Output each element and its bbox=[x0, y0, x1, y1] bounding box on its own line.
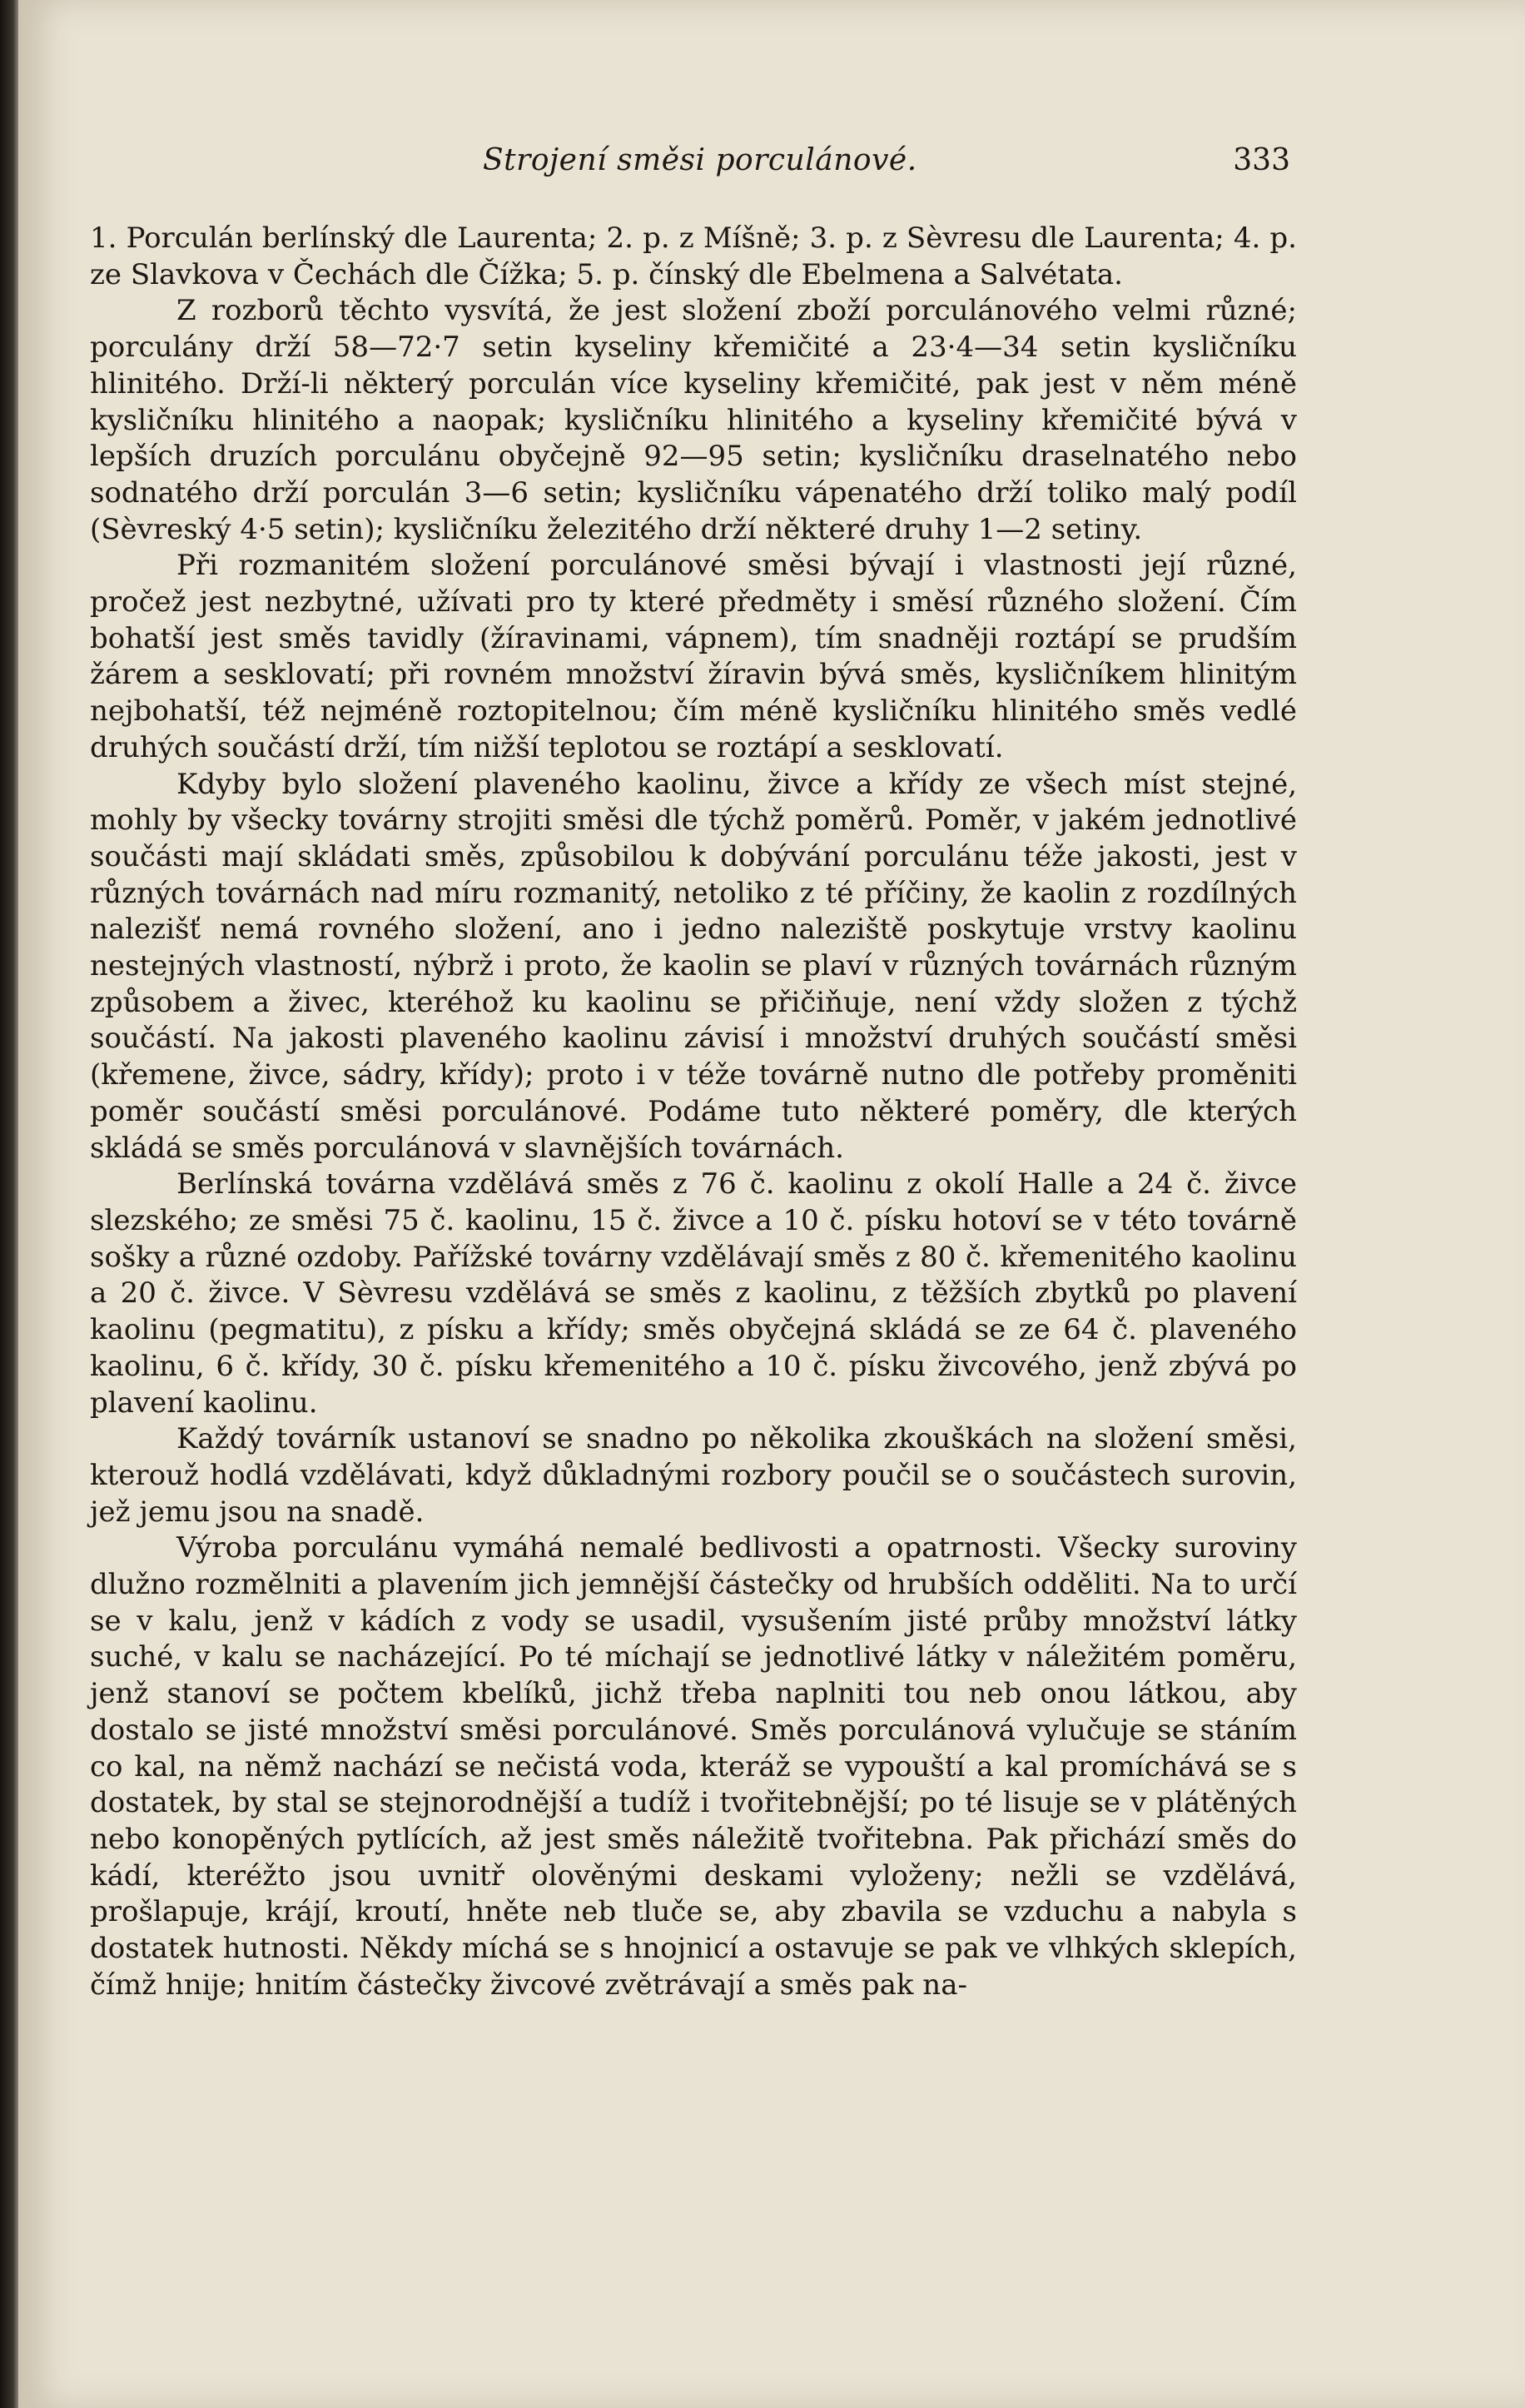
paragraph-manufacturer: Každý továrník ustanoví se snadno po několika zkouškách na složení směsi, kterouž hodlá vzdělávati, když důkladnými rozbory poučil se o součástech surovin, jež jemu jsou na snadě. bbox=[90, 1422, 1297, 1529]
paragraph-kaolin: Kdyby bylo složení plaveného kaolinu, živce a křídy ze všech míst stejné, mohly by všecky továrny strojiti směsi dle týchž poměrů. Poměr, v jakém jednotlivé součásti mají skládati směs, způsobilou k dobývání porculánu téže jakosti, jest v různých továrnách nad míru rozmanitý, netoliko z té příčiny, že kaolin z rozdílných nalezišť nemá rovného složení, ano i jedno naleziště poskytuje vrstvy kaolinu nestejných vlastností, nýbrž i proto, že kaolin se plaví v různých továrnách různým způsobem a živec, kteréhož ku kaolinu se přičiňuje, není vždy složen z týchž součástí. Na jakosti plaveného kaolinu závisí i množství druhých součástí směsi (křemene, živce, sádry, křídy); proto i v téže továrně nutno dle potřeby proměniti poměr součástí směsi porculánové. Podáme tuto některé poměry, dle kterých skládá se směs porculánová v slavnějších továrnách. bbox=[90, 767, 1297, 1165]
running-title: Strojení směsi porculánové. bbox=[483, 143, 917, 177]
page-header bbox=[83, 140, 1290, 190]
paragraph-production: Výroba porculánu vymáhá nemalé bedlivosti a opatrnosti. Všecky suroviny dlužno rozmělniti a plavením jich jemnější částečky od hrubších odděliti. Na to určí se v kalu, jenž v kádích z vody se usadil, vysušením jisté průby množství látky suché, v kalu se nacházející. Po té míchají se jednotlivé látky v náležitém poměru, jenž stanoví se počtem kbelíků, jichž třeba naplniti tou neb onou látkou, aby dostalo se jisté množství směsi porculánové. Směs porculánová vylučuje se stáním co kal, na němž nachází se nečistá voda, kteráž se vypouští a kal promíchává se s dostatek, by stal se stejnorodnější a tudíž i tvořitebnější; po té lisuje se v plátěných nebo konopěných pytlících, až jest směs náležitě tvořitebna. Pak přichází směs do kádí, kteréžto jsou uvnitř olověnými deskami vyloženy; nežli se vzdělává, prošlapuje, krájí, kroutí, hněte neb tluče se, aby zbavila se vzduchu a nabyla s dostatek hutnosti. Někdy míchá se s hnojnicí a ostavuje se pak ve vlhkých sklepích, čímž hnije; hnitím částečky živcové zvětrávají a směs pak na- bbox=[90, 1531, 1297, 2002]
paragraph-sample-list: 1. Porculán berlínský dle Laurenta; 2. p. z Míšně; 3. p. z Sèvresu dle Laurenta; 4. p. ze Slavkova v Čechách dle Čížka; 5. p. čínský dle Ebelmena a Salvétata. bbox=[90, 221, 1297, 291]
paragraph-factories: Berlínská továrna vzdělává směs z 76 č. kaolinu z okolí Halle a 24 č. živce slezského; ze směsi 75 č. kaolinu, 15 č. živce a 10 č. písku hotoví se v této továrně sošky a různé ozdoby. Pařížské továrny vzdělávají směs z 80 č. křemenitého kaolinu a 20 č. živce. V Sèvresu vzdělává se směs z kaolinu, z těžších zbytků po plavení kaolinu (pegmatitu), z písku a křídy; směs obyčejná skládá se ze 64 č. plaveného kaolinu, 6 č. křídy, 30 č. písku křemenitého a 10 č. písku živcového, jenž zbývá po plavení kaolinu. bbox=[90, 1167, 1297, 1420]
book-spine-edge bbox=[0, 0, 18, 2408]
page-number: 333 bbox=[1233, 143, 1290, 177]
paragraph-composition: Z rozborů těchto vysvítá, že jest složení zboží porculánového velmi různé; porculány drží 58—72·7 setin kyseliny křemičité a 23·4—34 setin kysličníku hlinitého. Drží-li některý porculán více kyseliny křemičité, pak jest v něm méně kysličníku hlinitého a naopak; kysličníku hlinitého a kyseliny křemičité bývá v lepších druzích porculánu obyčejně 92—95 setin; kysličníku draselnatého nebo sodnatého drží porculán 3—6 setin; kysličníku vápenatého drží toliko malý podíl (Sèvreský 4·5 setin); kysličníku železitého drží některé druhy 1—2 setiny. bbox=[90, 294, 1297, 546]
body-text bbox=[90, 221, 1297, 2003]
paragraph-properties: Při rozmanitém složení porculánové směsi bývají i vlastnosti její různé, pročež jest nezbytné, užívati pro ty které předměty i směsí různého složení. Čím bohatší jest směs tavidly (žíravinami, vápnem), tím snadněji roztápí se prudším žárem a sesklovatí; při rovném množství žíravin bývá směs, kysličníkem hlinitým nejbohatší, též nejméně roztopitelnou; čím méně kysličníku hlinitého směs vedlé druhých součástí drží, tím nižší teplotou se roztápí a sesklovatí. bbox=[90, 549, 1297, 764]
